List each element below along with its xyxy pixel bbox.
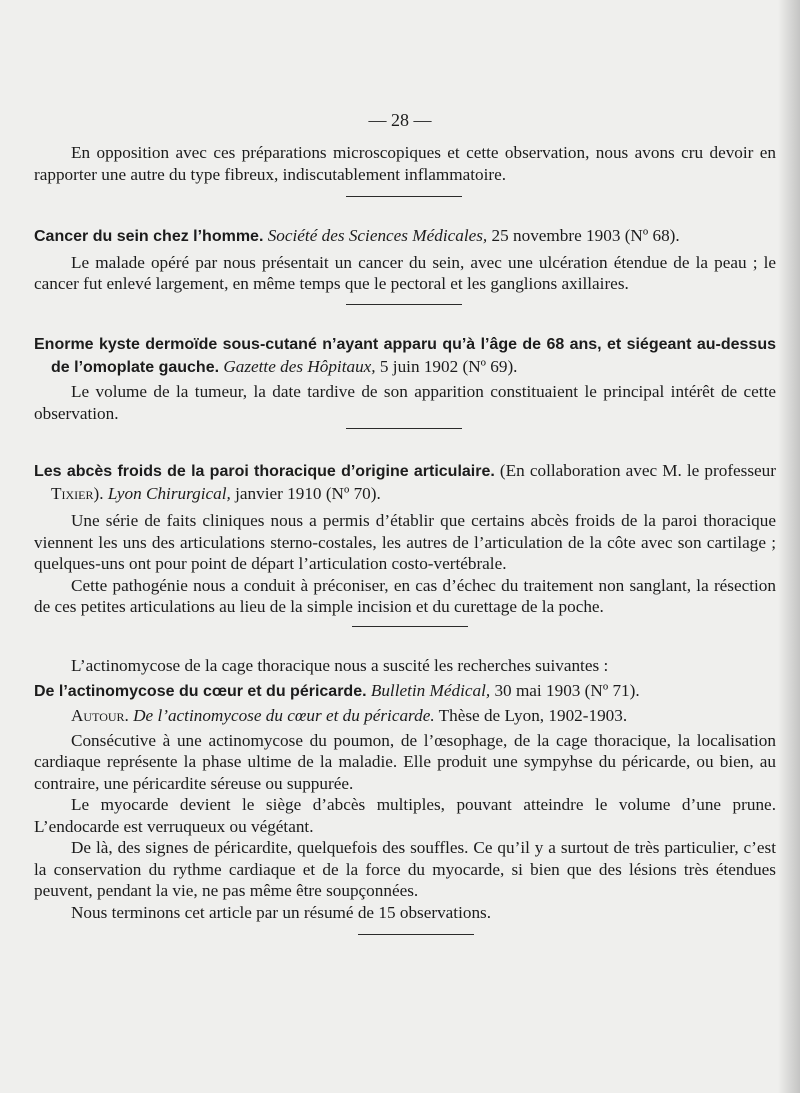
- entry-collaboration: (En collaboration avec M. le professeur: [494, 461, 777, 480]
- entry-journal: Société des Sciences Médicales,: [267, 226, 488, 245]
- separator-rule: [346, 304, 462, 305]
- separator-rule: [346, 196, 462, 197]
- entry-title: De l’actinomycose du cœur et du péricarde.: [34, 682, 367, 700]
- entry-title: Les abcès froids de la paroi thoracique d’origine articulaire.: [34, 463, 495, 480]
- entry-kyste-dermoide: [34, 333, 776, 424]
- entry-body: Le malade opéré par nous présentait un cancer du sein, avec une ulcération étendue de la peau ; le cancer fut enlevé largement, en même temps que le pectoral et les ganglions axillaires.: [34, 252, 776, 293]
- entry-heading: [34, 225, 776, 248]
- entry-reference: 30 mai 1903 (Nº 71).: [490, 680, 640, 700]
- entry-body: De là, des signes de péricardite, quelquefois des souffles. Ce qu’il y a surtout de très particulier, c’est la conservation du rythme cardiaque et de la force du myocarde, si bien que des lésions très étendues peuvent, pendant la vie, ne pas même être soupçonnées.: [34, 838, 776, 900]
- separator-rule: [352, 626, 468, 627]
- entry-abces-froids: [34, 460, 776, 618]
- thesis-reference: [34, 705, 776, 727]
- entry-title: Cancer du sein chez l’homme.: [34, 228, 264, 245]
- entry-journal: Lyon Chirurgical,: [107, 483, 231, 503]
- separator-rule: [358, 934, 474, 935]
- separator-rule: [346, 428, 462, 429]
- entry-collaboration-end: ).: [93, 483, 108, 503]
- collaborator-name: Tixier: [51, 483, 94, 503]
- page-edge-shadow: [778, 0, 800, 1093]
- entry-body: Nous terminons cet article par un résumé de 15 observations.: [71, 902, 492, 922]
- page-number: — 28 —: [368, 110, 432, 130]
- entry-heading: [34, 460, 776, 504]
- entry-title: Enorme kyste dermoïde sous-cutané n’ayant apparu qu’à l’âge de 68 ans, et siégeant au-dessus de l’omoplate gauche.: [34, 336, 776, 376]
- entry-heading: [34, 333, 776, 378]
- entry-body: Le volume de la tumeur, la date tardive de son apparition constituaient le principal intérêt de cette observation.: [34, 382, 776, 423]
- entry-cancer-du-sein: [34, 225, 776, 295]
- thesis-author: Autour.: [71, 706, 129, 725]
- intro-paragraph: En opposition avec ces préparations microscopiques et cette observation, nous avons cru devoir en rapporter une autre du type fibreux, indiscutablement inflammatoire.: [34, 143, 776, 184]
- entry-reference: 5 juin 1902 (Nº 69).: [375, 356, 518, 376]
- entry-body: Cette pathogénie nous a conduit à préconiser, en cas d’échec du traitement non sanglant, la résection de ces petites articulations au lieu de la simple incision et du curettage de la poche.: [34, 575, 776, 616]
- entry-body: Consécutive à une actinomycose du poumon, de l’œsophage, de la cage thoracique, la localisation cardiaque représente la phase ultime de la maladie. Elle produit une sympyhse du péricarde, ou bien, au contraire, une péricardite séreuse ou suppurée.: [34, 730, 776, 793]
- entry-heading: [34, 680, 776, 703]
- section-lead: L’actinomycose de la cage thoracique nous a suscité les recherches suivantes :: [71, 656, 609, 675]
- entry-reference: 25 novembre 1903 (Nº 68).: [487, 226, 680, 245]
- entry-reference: janvier 1910 (Nº 70).: [230, 483, 381, 503]
- intro-section: [34, 142, 776, 185]
- entry-body: Une série de faits cliniques nous a permis d’établir que certains abcès froids de la paroi thoracique viennent les uns des articulations sterno-costales, les autres de l’articulation de la côte avec son cartilage ; quelques-uns ont pour point de départ l’articulation costo-vertébrale.: [34, 511, 776, 573]
- thesis-title: De l’actinomycose du cœur et du péricarde.: [128, 706, 435, 725]
- entry-actinomycose: [34, 655, 776, 923]
- entry-body: Le myocarde devient le siège d’abcès multiples, pouvant atteindre le volume d’une prune. L’endocarde est verruqueux ou végétant.: [34, 795, 776, 836]
- entry-journal: Gazette des Hôpitaux,: [223, 356, 376, 376]
- entry-journal: Bulletin Médical,: [370, 680, 491, 700]
- thesis-details: Thèse de Lyon, 1902-1903.: [434, 706, 628, 725]
